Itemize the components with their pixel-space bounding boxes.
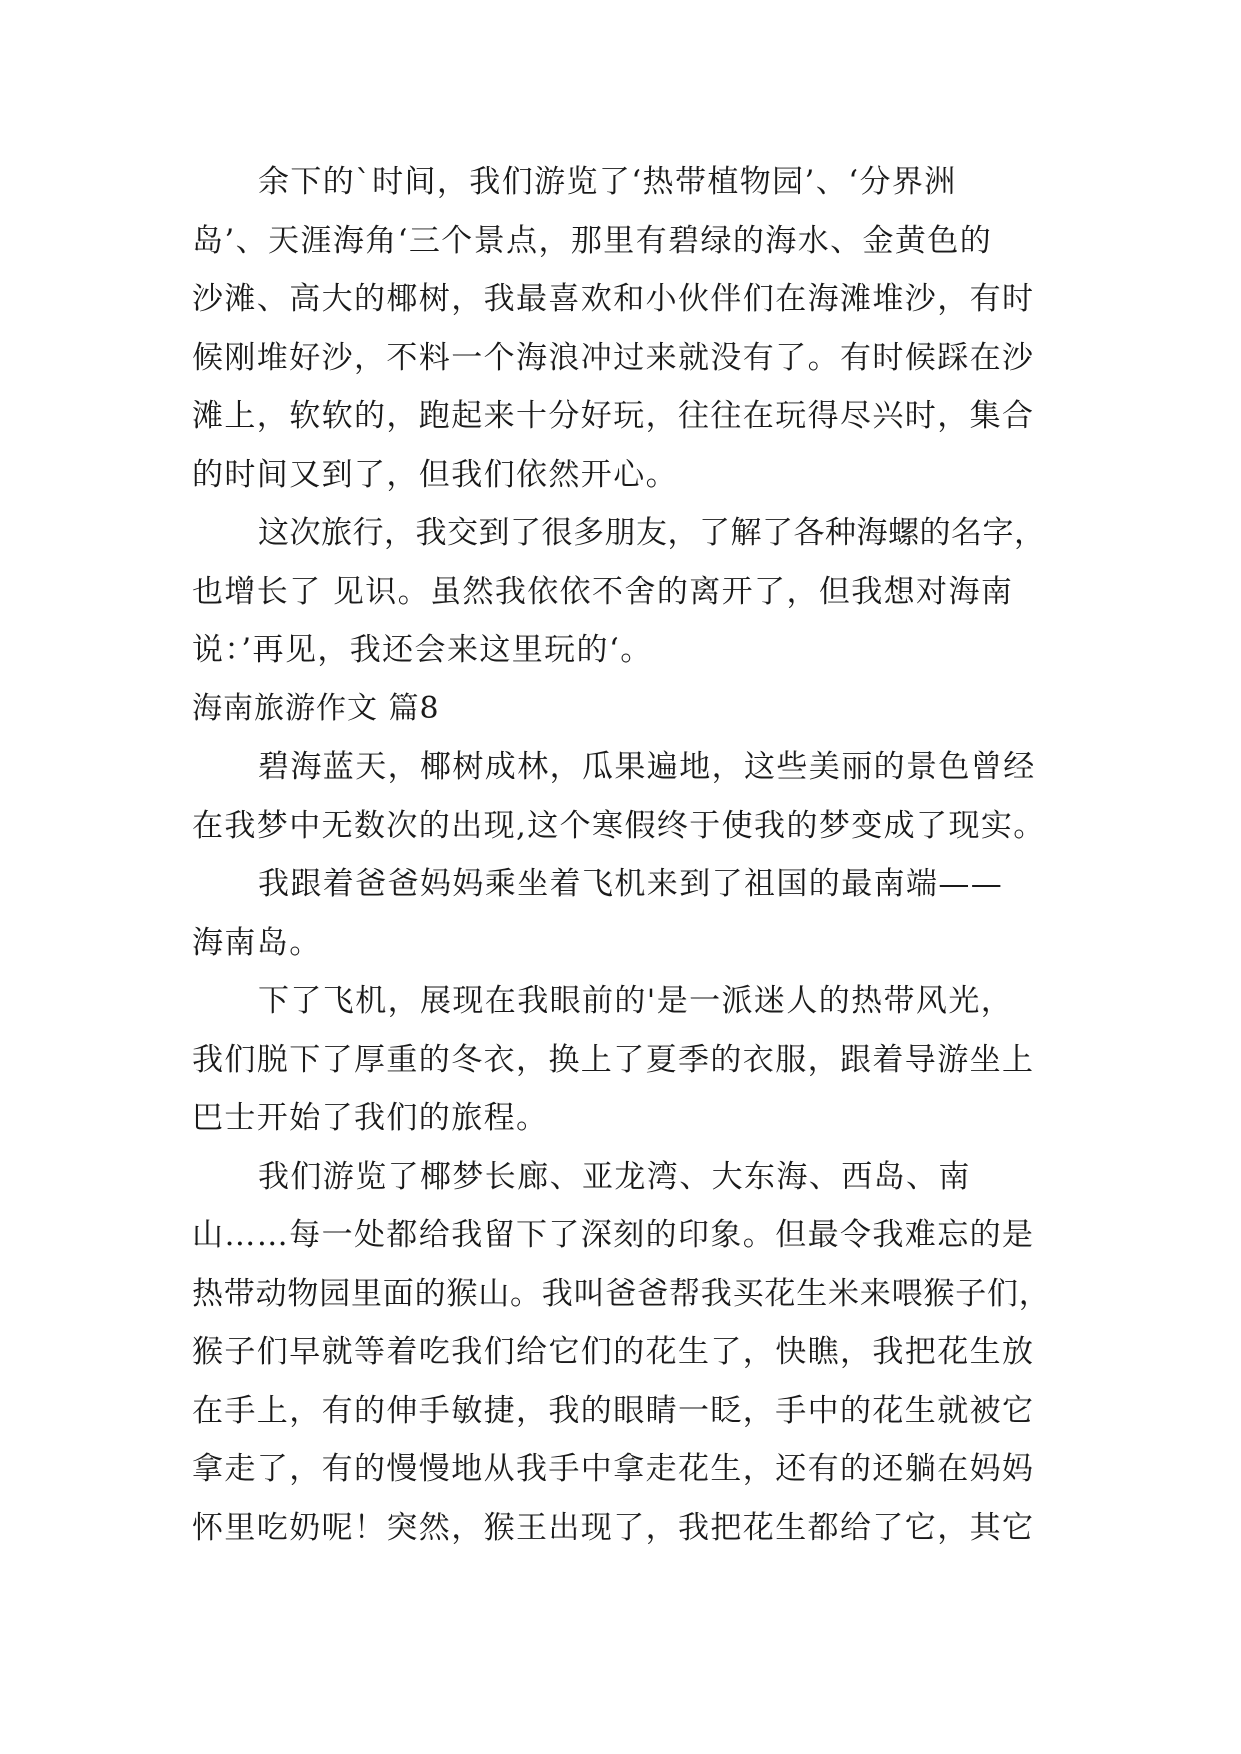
text-line: 说：’再见，我还会来这里玩的‘。 [192,632,653,668]
text-line: 候刚堆好沙，不料一个海浪冲过来就没有了。有时候踩在沙 [192,339,1035,376]
text-line: 在手上，有的伸手敏捷，我的眼睛一眨，手中的花生就被它 [192,1392,1035,1429]
text-line: 也增长了 见识。虽然我依依不舍的离开了，但我想对海南 [192,573,1014,610]
text-line: 余下的`时间，我们游览了‘热带植物园’、‘分界洲 [258,164,957,200]
text-line: 拿走了，有的慢慢地从我手中拿走花生，还有的还躺在妈妈 [192,1451,1035,1487]
text-line: 这次旅行，我交到了很多朋友，了解了各种海螺的名字， [258,515,1046,551]
paragraph [192,153,1052,504]
text-line: 我们脱下了厚重的冬衣，换上了夏季的衣服，跟着导游坐上 [192,1041,1035,1078]
section-heading: 海南旅游作文 篇8 [192,690,440,726]
paragraph [192,972,1052,1148]
paragraph [192,504,1052,680]
paragraph [192,1148,1052,1558]
text-line: 在我梦中无数次的出现,这个寒假终于使我的梦变成了现实。 [192,807,1046,844]
text-line: 下了飞机，展现在我眼前的'是一派迷人的热带风光， [258,983,1014,1019]
text-line: 猴子们早就等着吃我们给它们的花生了，快瞧，我把花生放 [192,1334,1035,1370]
paragraph [192,855,1052,972]
text-line: 我们游览了椰梦长廊、亚龙湾、大东海、西岛、南 [258,1158,971,1195]
text-line: 海南岛。 [192,924,322,961]
text-line: 热带动物园里面的猴山。我叫爸爸帮我买花生米来喂猴子们， [192,1275,1051,1312]
document-page [192,153,1052,1557]
text-line: 沙滩、高大的椰树，我最喜欢和小伙伴们在海滩堆沙，有时 [192,281,1035,317]
text-line: 的时间又到了，但我们依然开心。 [192,456,678,493]
text-line: 碧海蓝天，椰树成林，瓜果遍地，这些美丽的景色曾经 [258,749,1036,785]
text-line: 滩上，软软的，跑起来十分好玩，往往在玩得尽兴时，集合 [192,398,1035,434]
text-line: 巴士开始了我们的旅程。 [192,1100,549,1136]
text-line: 岛’、天涯海角‘三个景点，那里有碧绿的海水、金黄色的 [192,222,993,259]
text-line: 怀里吃奶呢！突然，猴王出现了，我把花生都给了它，其它 [192,1509,1035,1546]
text-line: 山……每一处都给我留下了深刻的印象。但最令我难忘的是 [192,1217,1035,1253]
text-line: 我跟着爸爸妈妈乘坐着飞机来到了祖国的最南端—— [258,866,1004,902]
paragraph [192,738,1052,855]
